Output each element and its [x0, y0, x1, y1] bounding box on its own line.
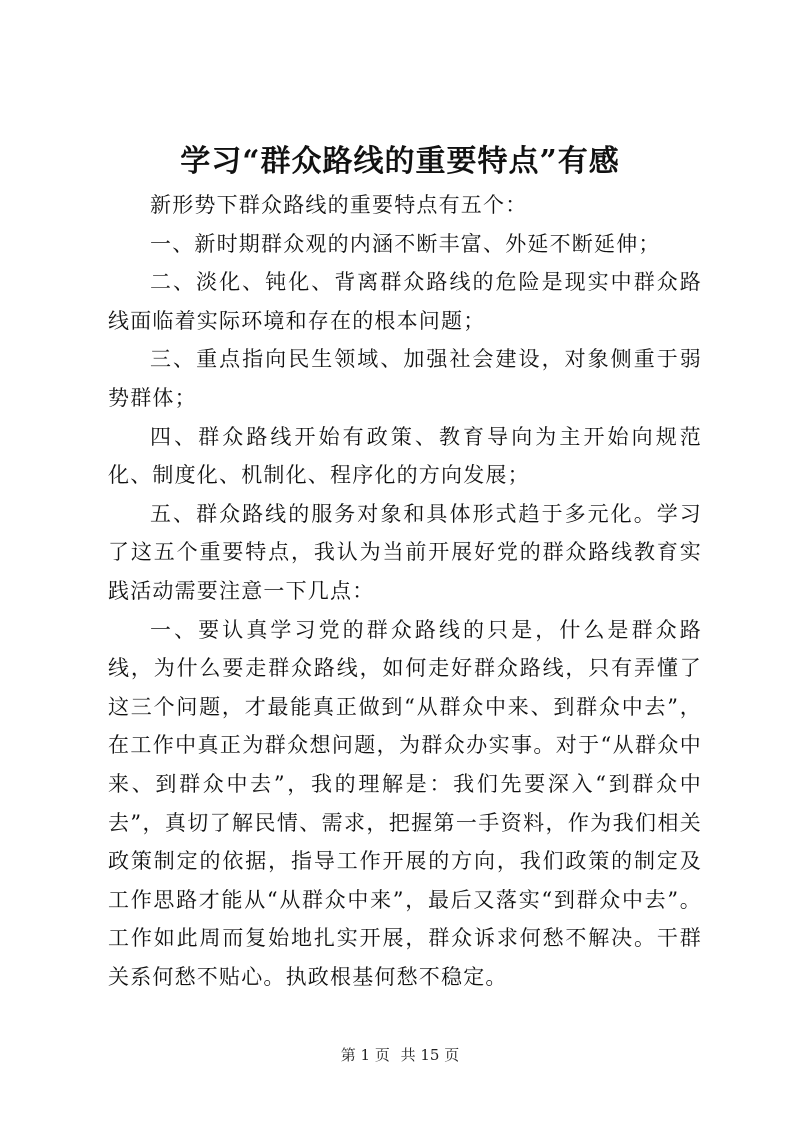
paragraph-point-3: 三、重点指向民生领域、加强社会建设，对象侧重于弱势群体； — [108, 347, 702, 410]
document-body — [108, 186, 702, 996]
paragraph-point-5: 五、群众路线的服务对象和具体形式趋于多元化。学习了这五个重要特点，我认为当前开展好党的群众路线教育实践活动需要注意一下几点： — [108, 501, 702, 603]
page-number: 第 1 页 — [340, 1046, 390, 1064]
paragraph-intro: 新形势下群众路线的重要特点有五个： — [150, 193, 528, 217]
document-title: 学习“群众路线的重要特点”有感 — [180, 144, 620, 179]
page-footer — [0, 1045, 800, 1065]
paragraph-point-2: 二、淡化、钝化、背离群众路线的危险是现实中群众路线面临着实际环境和存在的根本问题； — [108, 270, 702, 333]
page-total: 共 15 页 — [400, 1046, 460, 1064]
paragraph-study-note-1: 一、要认真学习党的群众路线的只是，什么是群众路线，为什么要走群众路线，如何走好群众路线，只有弄懂了这三个问题，才最能真正做到“从群众中来、到群众中去”，在工作中真正为群众想问题，为群众办实事。对于“从群众中来、到群众中去”，我的理解是：我们先要深入“到群众中去”，真切了解民情、需求，把握第一手资料，作为我们相关政策制定的依据，指导工作开展的方向，我们政策的制定及工作思路才能从“从群众中来”，最后又落实“到群众中去”。工作如此周而复始地扎实开展，群众诉求何愁不解决。干群关系何愁不贴心。执政根基何愁不稳定。 — [108, 617, 702, 989]
paragraph-point-1: 一、新时期群众观的内涵不断丰富、外延不断延伸； — [150, 231, 661, 256]
paragraph-point-4: 四、群众路线开始有政策、教育导向为主开始向规范化、制度化、机制化、程序化的方向发展； — [108, 424, 702, 488]
